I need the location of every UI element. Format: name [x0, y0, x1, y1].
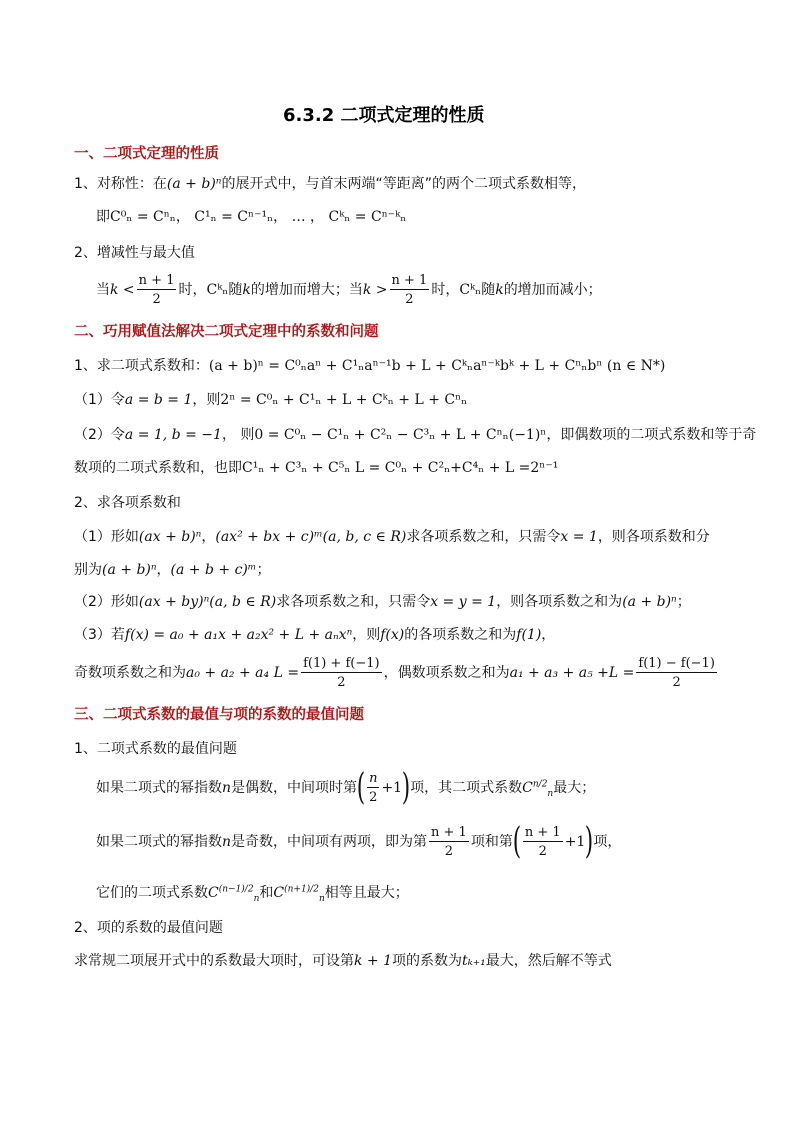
- s3-combination-odd-1: $C^{(n-1)/2}_n$: [208, 884, 260, 904]
- s3-n-1: n: [222, 780, 232, 796]
- s3-l2-d: 最大；: [553, 780, 596, 796]
- s2-l9-f1: f(x) = a₀ + a₁x + a₂x² + L + aₙxⁿ: [124, 627, 353, 643]
- fraction-numerator: n: [369, 771, 378, 786]
- s1-item2: 2、增减性与最大值: [74, 245, 195, 261]
- section-heading-3: 三、二项式系数的最值与项的系数的最值问题: [74, 707, 364, 723]
- s2-l8-d: ；: [676, 594, 691, 610]
- s3-n-2: n: [222, 834, 232, 850]
- s2-l6-a: （1）形如: [74, 529, 139, 545]
- s2-l3-b: ， 则: [221, 427, 255, 443]
- s2-l9-f2: f(x): [380, 627, 405, 643]
- s3-l2-fraction: [367, 772, 379, 804]
- s2-l7-f1: (a + b)ⁿ: [102, 562, 157, 578]
- s3-plus-one-2: +1: [564, 834, 586, 850]
- s3-line-6: [74, 951, 612, 971]
- s1-k-2: k: [495, 282, 504, 298]
- s2-l10-fraction-2: [636, 657, 717, 689]
- s3-l3-d: 项，: [593, 834, 622, 850]
- s2-line-2: [74, 390, 467, 410]
- s3-combination-even: $C^{n/2}_n$: [522, 779, 554, 799]
- right-paren: ): [585, 821, 594, 862]
- s2-l8-b: 求各项系数之和，只需令: [276, 594, 431, 610]
- s3-l3-c: 项和第: [470, 834, 513, 850]
- s1-item1: [74, 174, 586, 194]
- s2-l2-a: （1）令: [74, 392, 125, 408]
- fraction-denominator: 2: [672, 675, 681, 690]
- s2-line-6: [74, 527, 710, 547]
- s2-l6-b: ，: [201, 529, 216, 545]
- s3-l4-a: 它们的二项式系数: [96, 885, 208, 901]
- s3-l6-a: 求常规二项展开式中的系数最大项时，可设第: [74, 953, 354, 969]
- s2-l1-label: 1、求二项式系数和：: [74, 358, 209, 374]
- s2-l3-c: ，即偶数项的二项式系数和等于奇: [546, 427, 757, 443]
- s2-l2-f2: 2ⁿ = C⁰ₙ + C¹ₙ + L + Cᵏₙ + L + Cⁿₙ: [220, 392, 468, 408]
- s1-item1-expr: (a + b)ⁿ: [166, 176, 222, 192]
- s3-l6-c: 最大，然后解不等式: [485, 953, 612, 969]
- s3-line-5: 2、项的系数的最值问题: [74, 920, 223, 936]
- s2-l8-f3: (a + b)ⁿ: [622, 594, 677, 610]
- s3-l2-a: 如果二项式的幂指数: [96, 780, 222, 796]
- s2-l2-b: ，则: [192, 392, 221, 408]
- fraction-denominator: 2: [538, 844, 547, 859]
- fraction-numerator: f(1) − f(−1): [638, 656, 715, 671]
- s2-l10-a: 奇数项系数之和为: [74, 665, 186, 681]
- s2-l6-f3: x = 1: [560, 529, 598, 545]
- fraction-numerator: n + 1: [138, 273, 175, 288]
- s2-l4-a: 数项的二项式系数和，也即: [74, 460, 242, 476]
- s2-line-1: [74, 356, 665, 376]
- s2-l3-f2: 0 = C⁰ₙ − C¹ₙ + C²ₙ − C³ₙ + L + Cⁿₙ(−1)ⁿ: [254, 427, 547, 443]
- s1-item1-line2: [96, 207, 406, 227]
- s2-l10-fraction-1: [301, 657, 382, 689]
- s3-l3-a: 如果二项式的幂指数: [96, 834, 222, 850]
- s2-line-7: [74, 560, 270, 580]
- s1-cond-less: k <: [110, 282, 135, 298]
- s2-l9-f3: f(1): [516, 627, 542, 643]
- s1-text-decrease: 的增加而减小；: [503, 282, 602, 298]
- s1-text-increase: 的增加而增大；当: [250, 282, 363, 298]
- s3-line-4: [96, 878, 409, 908]
- s3-l3-fraction-2: [523, 826, 563, 858]
- s2-l8-c: ，则各项系数之和为: [496, 594, 623, 610]
- fraction-denominator: 2: [369, 790, 378, 805]
- s2-l8-f1: (ax + by)ⁿ(a, b ∈ R): [138, 594, 277, 610]
- s3-l6-f2: tₖ₊₁: [462, 953, 486, 969]
- left-paren: (: [356, 767, 366, 808]
- left-paren: (: [512, 821, 522, 862]
- s2-line-10: [74, 655, 719, 691]
- s2-l9-b: ，则: [352, 627, 381, 643]
- fraction-denominator: 2: [152, 292, 161, 307]
- s2-line-4: [74, 458, 558, 478]
- fraction-denominator: 2: [405, 292, 414, 307]
- s1-ckn-2: Cᵏₙ: [459, 282, 482, 298]
- s1-item1-text-a: 在: [152, 176, 167, 192]
- s1-fraction-1: [137, 274, 177, 306]
- s1-ckn-1: Cᵏₙ: [206, 282, 229, 298]
- s1-fraction-2: [390, 274, 430, 306]
- fraction-numerator: n + 1: [391, 273, 428, 288]
- s2-binomial-expansion: (a + b)ⁿ = C⁰ₙaⁿ + C¹ₙaⁿ⁻¹b + L + Cᵏₙaⁿ⁻ᵏbᵏ + L + Cⁿₙbⁿ (n ∈ N*): [208, 358, 666, 374]
- s2-l7-f2: (a + b + c)ᵐ: [170, 562, 257, 578]
- s2-l10-b: ，偶数项系数之和为: [383, 665, 510, 681]
- s2-l8-f2: x = y = 1: [430, 594, 497, 610]
- s2-line-9: [74, 625, 555, 645]
- s2-l7-a: 别为: [74, 562, 102, 578]
- s2-l7-b: ，: [156, 562, 171, 578]
- s3-line-3: [96, 820, 621, 864]
- s3-l2-c: 项，其二项式系数: [410, 780, 523, 796]
- s3-l4-b: 和: [259, 885, 274, 901]
- s2-l2-f1: a = b = 1: [124, 392, 193, 408]
- s2-l6-c: 求各项系数之和，只需令: [406, 529, 561, 545]
- s1-item1-line2-prefix: 即: [96, 209, 110, 225]
- s3-l4-c: 相等且最大；: [324, 885, 409, 901]
- s3-line-2: [96, 768, 595, 808]
- s3-l2-b: 是偶数，中间项时第: [231, 780, 358, 796]
- s3-l3-fraction-1: [429, 826, 469, 858]
- s2-l9-d: ，: [541, 627, 556, 643]
- s1-item2-line2: [96, 272, 602, 308]
- s2-l9-a: （3）若: [74, 627, 125, 643]
- s2-l10-f1: a₀ + a₂ + a₄ L =: [186, 665, 300, 681]
- s2-l6-f2: (ax² + bx + c)ᵐ(a, b, c ∈ R): [215, 529, 407, 545]
- s3-l3-b: 是奇数，中间项有两项，即为第: [231, 834, 428, 850]
- s1-k-1: k: [242, 282, 251, 298]
- s2-l9-c: 的各项系数之和为: [404, 627, 517, 643]
- s3-l6-b: 项的系数为: [392, 953, 463, 969]
- page-title: 6.3.2 二项式定理的性质: [283, 105, 485, 126]
- s1-text-shi-1: 时，: [178, 282, 207, 298]
- s2-line-3: [74, 425, 756, 445]
- s2-l6-f1: (ax + b)ⁿ: [138, 529, 202, 545]
- s2-l10-f2: a₁ + a₃ + a₅ +L =: [509, 665, 635, 681]
- fraction-denominator: 2: [444, 844, 454, 859]
- s1-when-1: 当: [96, 282, 110, 298]
- s2-l7-c: ；: [256, 562, 271, 578]
- s1-item1-text-b: 的展开式中，与首末两端“等距离”的两个二项式系数相等，: [221, 176, 586, 192]
- s2-l3-f1: a = 1, b = −1: [124, 427, 222, 443]
- s1-item1-label: 1、对称性：: [74, 176, 153, 192]
- s1-text-shi-2: 时，: [431, 282, 460, 298]
- section-heading-1: 一、二项式定理的性质: [74, 146, 219, 162]
- s2-l4-f: C¹ₙ + C³ₙ + C⁵ₙ L = C⁰ₙ + C²ₙ+C⁴ₙ + L =2ⁿ⁻¹: [242, 460, 559, 476]
- s3-l6-f1: k + 1: [354, 953, 393, 969]
- fraction-numerator: f(1) + f(−1): [303, 656, 380, 671]
- right-paren: ): [401, 767, 411, 808]
- fraction-denominator: 2: [337, 675, 346, 690]
- s2-line-8: [74, 592, 691, 612]
- fraction-numerator: n + 1: [431, 825, 467, 840]
- section-heading-2: 二、巧用赋值法解决二项式定理中的系数和问题: [74, 324, 379, 340]
- s3-combination-odd-2: $C^{(n+1)/2}_n$: [273, 884, 325, 904]
- s3-plus-one-1: +1: [381, 780, 403, 796]
- s1-symmetry-formula: C⁰ₙ = Cⁿₙ， C¹ₙ = Cⁿ⁻¹ₙ， … ， Cᵏₙ = Cⁿ⁻ᵏₙ: [110, 209, 407, 225]
- s2-l8-a: （2）形如: [74, 594, 139, 610]
- s1-text-sui-2: 随: [481, 282, 496, 298]
- s1-text-sui-1: 随: [228, 282, 243, 298]
- fraction-numerator: n + 1: [524, 825, 561, 840]
- s2-l3-a: （2）令: [74, 427, 125, 443]
- s3-line-1: 1、二项式系数的最值问题: [74, 741, 237, 757]
- s2-l6-d: ，则各项系数和分: [597, 529, 710, 545]
- s1-cond-greater: k >: [362, 282, 388, 298]
- s2-line-5: 2、求各项系数和: [74, 495, 181, 511]
